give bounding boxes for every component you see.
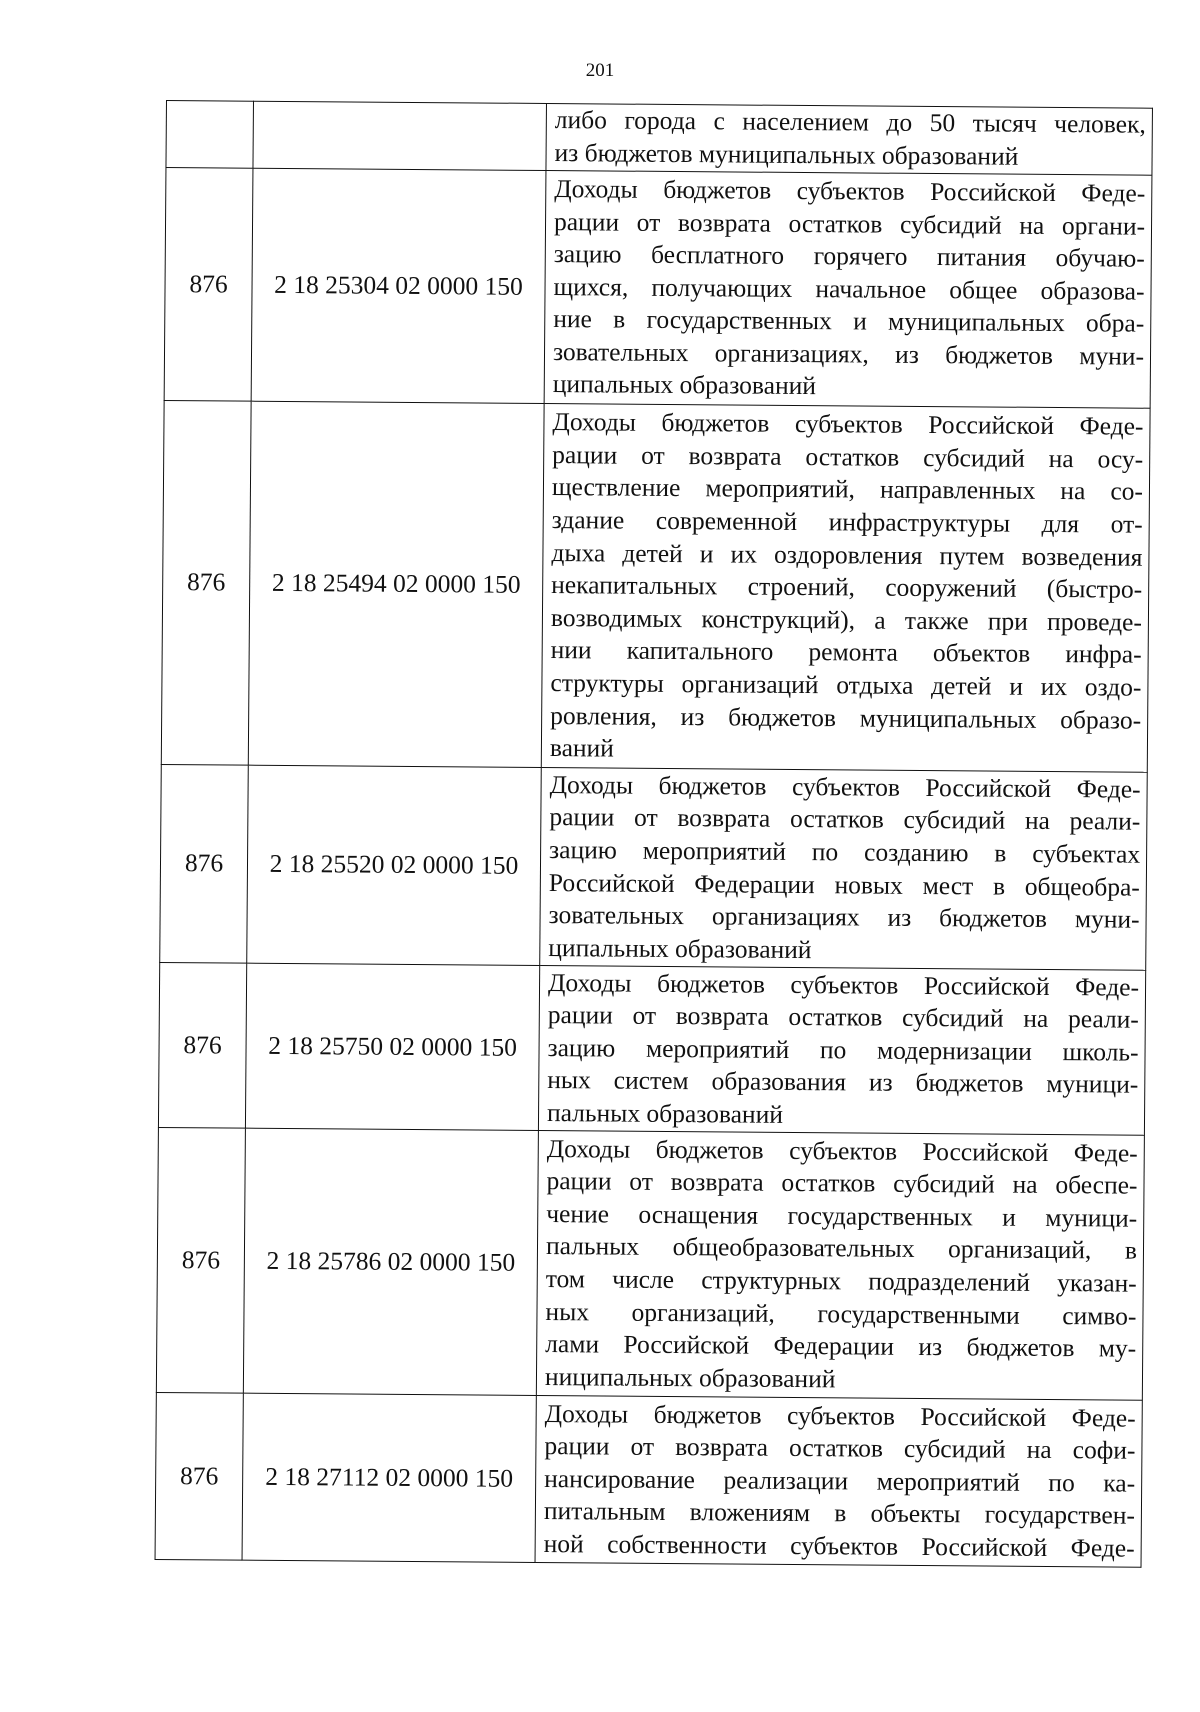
text-line: пальных общеобразовательных организаций, в xyxy=(545,1231,1138,1266)
text-line: ципальных образований xyxy=(552,369,817,401)
text-line: ние в государственных и муниципальных обра- xyxy=(553,304,1145,338)
text-line: ваний xyxy=(549,733,615,763)
text-line: ровления, из бюджетов муниципальных образо- xyxy=(550,700,1142,735)
text-line: Доходы бюджетов субъектов Российской Феде- xyxy=(547,967,1140,1002)
text-line: пальных образований xyxy=(546,1097,784,1129)
table-row xyxy=(161,400,1150,772)
income-name-cell xyxy=(546,103,1153,175)
text-line: зацию бесплатного горячего питания обучаю- xyxy=(553,239,1145,273)
text-line: ной собственности субъектов Российской Феде- xyxy=(543,1528,1135,1563)
kbk-code-cell: 2 18 25494 02 0000 150 xyxy=(248,401,544,767)
income-name-cell xyxy=(538,965,1145,1135)
text-line: нии капитального ремонта объектов инфра- xyxy=(550,635,1142,670)
admin-code-cell: 876 xyxy=(158,962,246,1128)
text-line: некапитальных строений, сооружений (быстро- xyxy=(551,570,1143,604)
text-line: ных организаций, государственными симво- xyxy=(545,1296,1137,1331)
admin-code-cell: 876 xyxy=(160,764,249,963)
text-line: Доходы бюджетов субъектов Российской Феде- xyxy=(549,769,1141,804)
text-line: рации от возврата остатков субсидий на органи- xyxy=(553,206,1146,241)
kbk-code-cell: 2 18 25786 02 0000 150 xyxy=(243,1128,538,1395)
text-line: зовательных организациях из бюджетов муни- xyxy=(548,900,1140,934)
text-line: питальным вложениям в объекты государствен- xyxy=(543,1496,1136,1530)
table-row xyxy=(164,168,1152,409)
income-name-cell xyxy=(535,1395,1142,1567)
text-line: из бюджетов муниципальных образований xyxy=(554,138,1019,171)
text-line: рации от возврата остатков субсидий на осу- xyxy=(552,439,1144,474)
text-line: рации от возврата остатков субсидий на обеспе- xyxy=(546,1166,1138,1200)
text-line: ниципальных образований xyxy=(544,1361,836,1394)
text-line: том числе структурных подразделений указан- xyxy=(545,1264,1137,1298)
income-name-cell xyxy=(540,767,1148,970)
text-line: структуры организаций отдыха детей и их оздо- xyxy=(550,668,1142,702)
income-name-cell xyxy=(536,1130,1144,1400)
table-row xyxy=(166,101,1152,176)
text-line: зацию мероприятий по созданию в субъектах xyxy=(549,834,1141,869)
kbk-code-cell xyxy=(253,101,547,170)
table-row xyxy=(156,1127,1144,1400)
income-name-cell xyxy=(541,403,1150,772)
text-line: ных систем образования из бюджетов муници- xyxy=(547,1065,1139,1099)
kbk-code-cell: 2 18 25750 02 0000 150 xyxy=(245,963,539,1130)
income-name-cell xyxy=(544,170,1152,408)
text-line: дыха детей и их оздоровления путем возведения xyxy=(551,537,1143,572)
text-line: Доходы бюджетов субъектов Российской Феде- xyxy=(546,1133,1138,1168)
kbk-code-cell: 2 18 25304 02 0000 150 xyxy=(251,168,546,403)
text-line: Доходы бюджетов субъектов Российской Феде- xyxy=(552,407,1144,441)
text-line: зацию мероприятий по модернизации школь- xyxy=(547,1032,1139,1067)
text-line: рации от возврата остатков субсидий на реали- xyxy=(549,802,1141,836)
text-line: зовательных организациях, из бюджетов муни- xyxy=(552,336,1145,371)
income-codes-table xyxy=(155,100,1153,1568)
text-line: рации от возврата остатков субсидий на софи- xyxy=(544,1431,1136,1465)
table-row xyxy=(160,764,1148,970)
text-line: Доходы бюджетов субъектов Российской Феде- xyxy=(544,1398,1136,1433)
text-line: чение оснащения государственных и муници- xyxy=(546,1198,1138,1233)
page-number: 201 xyxy=(585,60,615,81)
admin-code-cell: 876 xyxy=(156,1127,245,1393)
text-line: ществление мероприятий, направленных на со- xyxy=(551,472,1144,507)
table-row xyxy=(155,1392,1142,1567)
admin-code-cell: 876 xyxy=(155,1392,243,1560)
text-line: Российской Федерации новых мест в общеобра- xyxy=(548,867,1140,902)
text-line: Доходы бюджетов субъектов Российской Феде- xyxy=(554,173,1146,208)
text-line: нансирование реализации мероприятий по ка- xyxy=(544,1463,1136,1498)
text-line: ципальных образований xyxy=(548,932,812,964)
kbk-code-cell: 2 18 25520 02 0000 150 xyxy=(247,765,542,965)
text-line: щихся, получающих начальное общее образова- xyxy=(553,271,1145,306)
text-line: здание современной инфраструктуры для от- xyxy=(551,505,1143,539)
admin-code-cell: 876 xyxy=(164,168,253,402)
text-line: рации от возврата остатков субсидий на реали- xyxy=(547,1000,1139,1034)
kbk-code-cell: 2 18 27112 02 0000 150 xyxy=(242,1393,536,1562)
text-line: возводимых конструкций), а также при проведе- xyxy=(550,602,1143,637)
admin-code-cell: 876 xyxy=(161,400,251,765)
text-line: лами Российской Федерации из бюджетов му- xyxy=(545,1329,1137,1363)
admin-code-cell xyxy=(166,101,254,169)
table-row xyxy=(158,962,1145,1135)
text-line: либо города с населением до 50 тысяч человек, xyxy=(554,105,1146,140)
